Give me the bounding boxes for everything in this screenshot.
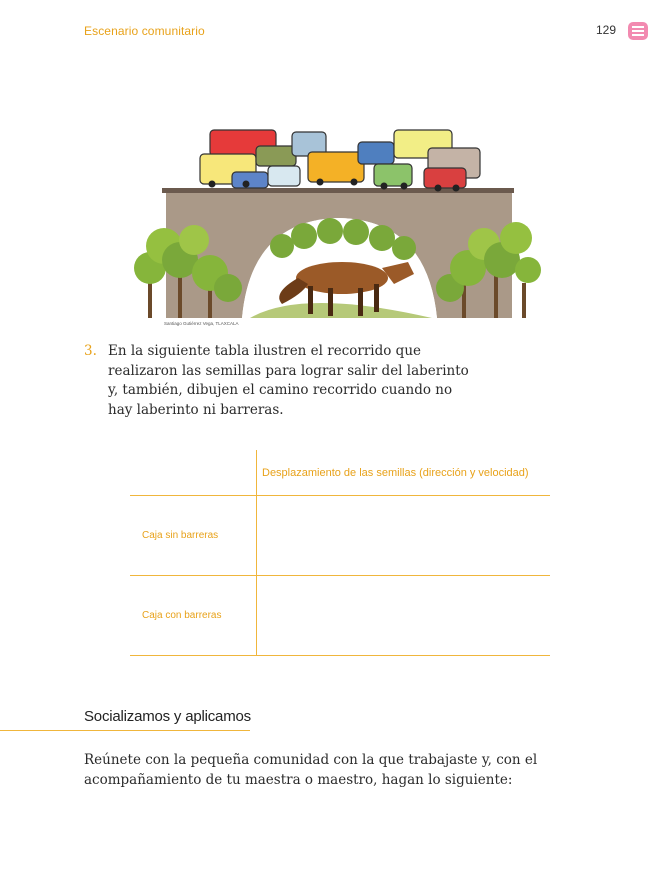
section-divider bbox=[0, 730, 250, 731]
section-title: Socializamos y aplicamos bbox=[84, 708, 251, 725]
table-row bbox=[130, 576, 550, 656]
drawing-cell-with-barriers[interactable] bbox=[257, 576, 551, 656]
row-label: Caja sin barreras bbox=[130, 496, 257, 576]
question-text: En la siguiente tabla ilustren el recorrido que realizaron las semillas para lograr salir del laberinto y, también, dibujen el camino recorrido cuando no hay laberinto ni barreras. bbox=[108, 343, 469, 418]
running-header: Escenario comunitario bbox=[84, 24, 205, 38]
traffic bbox=[200, 130, 480, 188]
drawing-cell-no-barriers[interactable] bbox=[257, 496, 551, 576]
seed-route-table bbox=[130, 450, 550, 656]
page-number: 129 bbox=[595, 23, 616, 37]
question-number: 3. bbox=[84, 343, 97, 359]
row-label: Caja con barreras bbox=[130, 576, 257, 656]
book-icon bbox=[628, 22, 648, 40]
table-corner-cell bbox=[130, 450, 257, 496]
table-column-header: Desplazamiento de las semillas (dirección y velocidad) bbox=[257, 450, 551, 496]
question-3 bbox=[84, 342, 504, 420]
table-row bbox=[130, 496, 550, 576]
bridge-deck bbox=[162, 188, 514, 193]
wildlife-overpass-illustration bbox=[132, 128, 542, 324]
image-credit: Santiago Gutiérrez Vega, TLAXCALA bbox=[164, 321, 239, 326]
instruction-paragraph: Reúnete con la pequeña comunidad con la que trabajaste y, con el acompañamiento de tu maestra o maestro, hagan lo siguiente: bbox=[84, 752, 538, 788]
